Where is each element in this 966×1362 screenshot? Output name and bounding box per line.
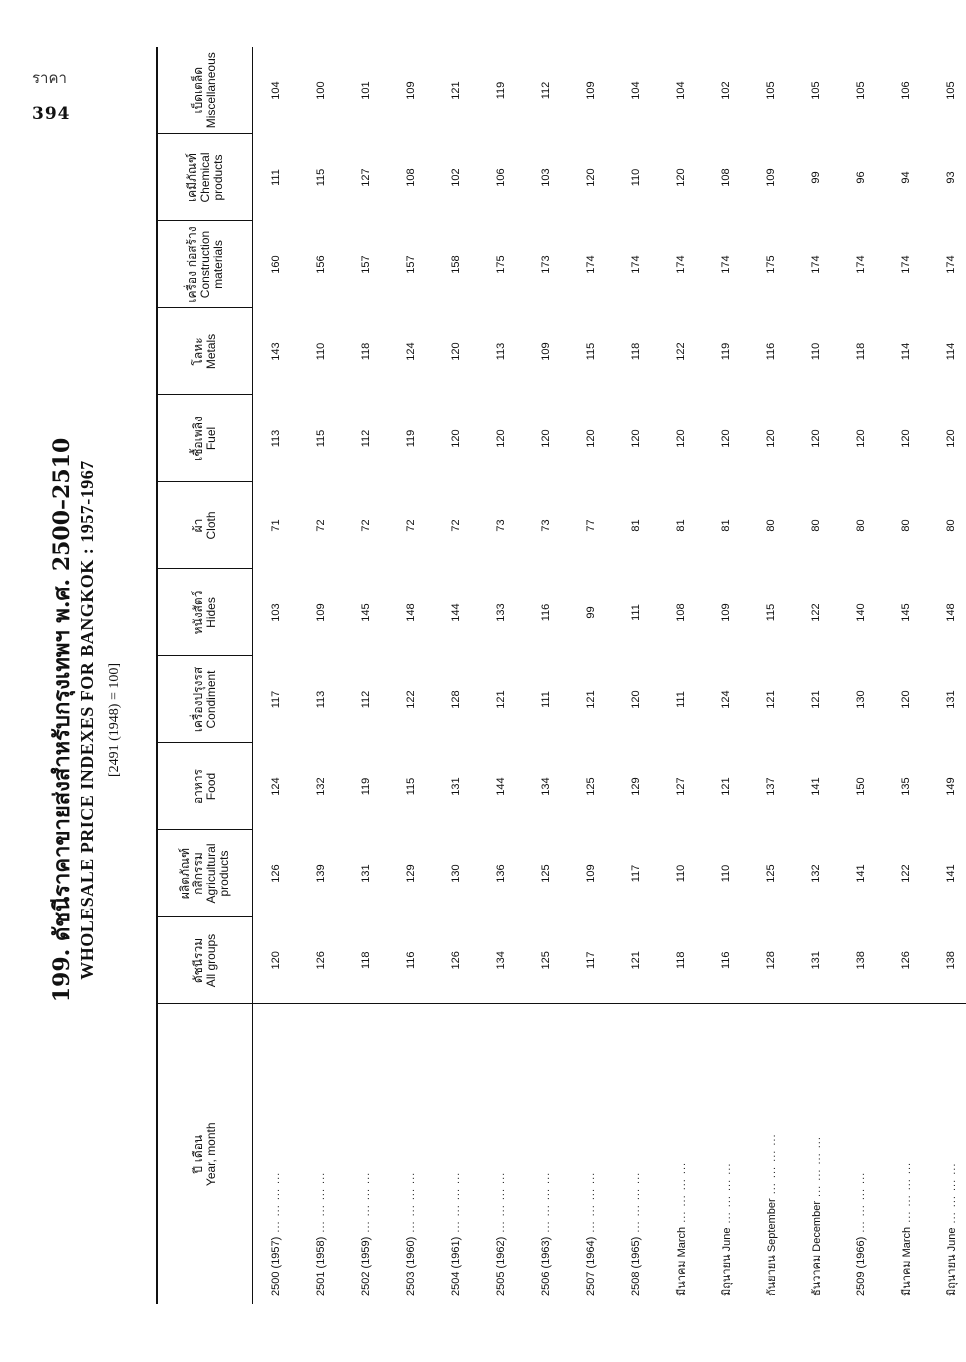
table-cell: 121 bbox=[584, 690, 597, 709]
table-row bbox=[388, 47, 433, 1304]
column-header-thai: หนังสัตว์ bbox=[191, 590, 205, 635]
row-label bbox=[298, 1004, 343, 1304]
row-label bbox=[793, 1004, 838, 1304]
row-label-text: 2501 (1958) bbox=[314, 1236, 327, 1296]
table-cell: 115 bbox=[764, 603, 777, 622]
column-header-thai: ผลิตภัณฑ์ กสิกรรม bbox=[178, 847, 205, 900]
table-cell: 108 bbox=[719, 168, 732, 187]
row-label bbox=[253, 1004, 299, 1304]
table-cell: 116 bbox=[764, 342, 777, 361]
column-header-thai: อาหาร bbox=[191, 768, 205, 805]
table-cell: 118 bbox=[658, 917, 703, 1004]
table-cell: 111 bbox=[269, 169, 282, 186]
table-cell: 125 bbox=[764, 864, 777, 883]
table-cell: 99 bbox=[584, 606, 597, 619]
table-body bbox=[253, 47, 966, 1304]
table-cell: 109 bbox=[404, 81, 417, 100]
table-cell: 120 bbox=[719, 429, 732, 448]
column-header-thai: เครื่อง ก่อสร้าง bbox=[184, 226, 199, 303]
table-cell: 119 bbox=[404, 429, 417, 448]
dot-leader: ... ... ... ... bbox=[629, 1171, 642, 1237]
column-header-english: Year, month bbox=[204, 1122, 218, 1187]
table-cell: 96 bbox=[854, 171, 867, 184]
table-cell: 137 bbox=[764, 777, 777, 796]
column-header bbox=[157, 656, 253, 743]
dot-leader: ... ... ... ... bbox=[900, 1161, 913, 1227]
table-cell: 145 bbox=[359, 603, 372, 622]
table-cell: 72 bbox=[404, 519, 417, 532]
row-label bbox=[343, 1004, 388, 1304]
table-cell: 81 bbox=[719, 519, 732, 532]
dot-leader: ... ... ... ... bbox=[449, 1171, 462, 1237]
table-cell: 118 bbox=[854, 342, 867, 361]
table-row bbox=[433, 47, 478, 1304]
table-cell: 120 bbox=[539, 429, 552, 448]
column-header-thai: เคมีภัณฑ์ bbox=[184, 152, 199, 203]
header-row bbox=[157, 47, 253, 1304]
table-row bbox=[523, 47, 568, 1304]
table-cell: 121 bbox=[764, 690, 777, 709]
dot-leader: ... ... ... ... bbox=[404, 1171, 417, 1237]
table-cell: 72 bbox=[359, 519, 372, 532]
table-cell: 103 bbox=[269, 603, 282, 622]
column-header bbox=[157, 482, 253, 569]
table-cell: 160 bbox=[269, 255, 282, 274]
row-label-text: 2506 (1963) bbox=[539, 1236, 552, 1296]
table-cell: 73 bbox=[494, 519, 507, 532]
table-cell: 120 bbox=[674, 168, 687, 187]
table-cell: 131 bbox=[449, 777, 462, 796]
column-header-english: Condiment bbox=[204, 670, 218, 729]
table-cell: 113 bbox=[314, 690, 327, 709]
table-cell: 110 bbox=[314, 342, 327, 361]
table-cell: 80 bbox=[809, 519, 822, 532]
dot-leader: ... ... ... ... bbox=[945, 1162, 958, 1228]
table-cell: 118 bbox=[629, 342, 642, 361]
table-cell: 105 bbox=[854, 81, 867, 100]
table-cell: 120 bbox=[253, 917, 299, 1004]
table-cell: 124 bbox=[719, 690, 732, 709]
table-cell: 72 bbox=[314, 519, 327, 532]
table-cell: 109 bbox=[314, 603, 327, 622]
column-header-english: Agricultural products bbox=[204, 843, 231, 904]
row-label-text: มีนาคม March bbox=[900, 1226, 913, 1296]
table-cell: 109 bbox=[719, 603, 732, 622]
table-cell: 115 bbox=[584, 342, 597, 361]
table-row bbox=[568, 47, 613, 1304]
table-cell: 174 bbox=[674, 255, 687, 274]
table-cell: 94 bbox=[899, 171, 912, 184]
table-cell: 174 bbox=[629, 255, 642, 274]
table-cell: 119 bbox=[494, 81, 507, 100]
row-label-text: กันยายน September bbox=[765, 1198, 778, 1296]
table-cell: 127 bbox=[359, 168, 372, 187]
table-cell: 174 bbox=[899, 255, 912, 274]
table-cell: 158 bbox=[449, 255, 462, 274]
column-header bbox=[157, 221, 253, 308]
table-cell: 115 bbox=[314, 168, 327, 187]
table-cell: 141 bbox=[809, 777, 822, 796]
table-cell: 106 bbox=[899, 81, 912, 100]
table-cell: 121 bbox=[449, 81, 462, 100]
table-cell: 93 bbox=[928, 134, 966, 221]
table-cell: 109 bbox=[764, 168, 777, 187]
table-cell: 174 bbox=[809, 255, 822, 274]
table-cell: 118 bbox=[359, 342, 372, 361]
table-cell: 127 bbox=[674, 777, 687, 796]
table-cell: 157 bbox=[404, 255, 417, 274]
base-year-note: [2491 (1948) = 100] bbox=[107, 662, 122, 778]
column-header-english: Construction materials bbox=[197, 230, 225, 299]
table-cell: 106 bbox=[494, 168, 507, 187]
table-cell: 100 bbox=[314, 81, 327, 100]
dot-leader: ... ... ... ... bbox=[765, 1133, 778, 1199]
dot-leader: ... ... ... ... bbox=[584, 1171, 597, 1237]
column-header-english: Hides bbox=[204, 597, 218, 628]
table-cell: 120 bbox=[449, 342, 462, 361]
table-row bbox=[478, 47, 523, 1304]
table-row bbox=[343, 47, 388, 1304]
table-cell: 120 bbox=[629, 429, 642, 448]
table-row bbox=[703, 47, 748, 1304]
table-cell: 120 bbox=[494, 429, 507, 448]
table-cell: 120 bbox=[809, 429, 822, 448]
table-cell: 174 bbox=[719, 255, 732, 274]
table-cell: 121 bbox=[719, 777, 732, 796]
row-label-text: 2503 (1960) bbox=[404, 1236, 417, 1296]
table-row bbox=[883, 47, 928, 1304]
table-cell: 133 bbox=[494, 603, 507, 622]
table-cell: 139 bbox=[314, 864, 327, 883]
column-header-english: Food bbox=[204, 772, 218, 801]
table-cell: 112 bbox=[539, 81, 552, 100]
table-cell: 111 bbox=[539, 691, 552, 708]
table-cell: 174 bbox=[928, 221, 966, 308]
table-cell: 174 bbox=[584, 255, 597, 274]
table-cell: 117 bbox=[568, 917, 613, 1004]
table-cell: 120 bbox=[629, 690, 642, 709]
column-header bbox=[157, 917, 253, 1004]
column-header-english: Miscellaneous bbox=[204, 52, 218, 129]
table-cell: 120 bbox=[899, 429, 912, 448]
table-cell: 134 bbox=[539, 777, 552, 796]
table-cell: 120 bbox=[764, 429, 777, 448]
table-cell: 102 bbox=[449, 168, 462, 187]
table-cell: 144 bbox=[494, 777, 507, 796]
table-cell: 81 bbox=[674, 519, 687, 532]
table-cell: 140 bbox=[854, 603, 867, 622]
column-header-english: Chemical products bbox=[197, 152, 225, 203]
table-cell: 131 bbox=[793, 917, 838, 1004]
table-cell: 102 bbox=[719, 81, 732, 100]
table-cell: 116 bbox=[539, 603, 552, 622]
row-label-text: มิถุนายน June bbox=[945, 1227, 958, 1296]
table-cell: 108 bbox=[404, 168, 417, 187]
table-cell: 120 bbox=[899, 690, 912, 709]
table-cell: 175 bbox=[494, 255, 507, 274]
table-cell: 128 bbox=[748, 917, 793, 1004]
dot-leader: ... ... ... ... bbox=[539, 1171, 552, 1237]
table-row bbox=[613, 47, 658, 1304]
column-header-thai: ปี เดือน bbox=[191, 1134, 205, 1174]
dot-leader: ... ... ... ... bbox=[675, 1161, 688, 1227]
table-cell: 72 bbox=[449, 519, 462, 532]
table-cell: 121 bbox=[494, 690, 507, 709]
table-cell: 144 bbox=[449, 603, 462, 622]
title-english: WHOLESALE PRICE INDEXES FOR BANGKOK : 1957-1967 bbox=[77, 460, 97, 980]
row-label bbox=[928, 1004, 966, 1304]
dot-leader: ... ... ... ... bbox=[269, 1171, 282, 1237]
table-cell: 105 bbox=[764, 81, 777, 100]
page-number: 394 bbox=[32, 104, 71, 124]
table-cell: 135 bbox=[899, 777, 912, 796]
table-cell: 114 bbox=[928, 308, 966, 395]
table-cell: 126 bbox=[269, 864, 282, 883]
table-cell: 109 bbox=[539, 342, 552, 361]
section-label: ราคา bbox=[32, 69, 67, 87]
column-header bbox=[157, 47, 253, 134]
column-header bbox=[157, 395, 253, 482]
column-header bbox=[157, 569, 253, 656]
table-cell: 148 bbox=[404, 603, 417, 622]
table-cell: 125 bbox=[539, 864, 552, 883]
table-cell: 119 bbox=[359, 777, 372, 796]
column-header-thai: เบ็ดเตล็ด bbox=[191, 66, 205, 114]
row-label bbox=[523, 1004, 568, 1304]
column-header-english: Cloth bbox=[204, 511, 218, 540]
row-label-text: 2507 (1964) bbox=[584, 1236, 597, 1296]
table-cell: 130 bbox=[854, 690, 867, 709]
row-label-text: ธันวาคม December bbox=[810, 1201, 823, 1296]
table-cell: 136 bbox=[494, 864, 507, 883]
table-cell: 105 bbox=[809, 81, 822, 100]
table-cell: 113 bbox=[494, 342, 507, 361]
table-cell: 112 bbox=[359, 690, 372, 709]
column-header-english: All groups bbox=[204, 933, 218, 988]
table-cell: 128 bbox=[449, 690, 462, 709]
table-cell: 175 bbox=[764, 255, 777, 274]
table-row bbox=[748, 47, 793, 1304]
row-label bbox=[388, 1004, 433, 1304]
row-label bbox=[433, 1004, 478, 1304]
table-cell: 126 bbox=[298, 917, 343, 1004]
table-cell: 80 bbox=[854, 519, 867, 532]
table-cell: 103 bbox=[539, 168, 552, 187]
column-header bbox=[157, 308, 253, 395]
table-cell: 101 bbox=[359, 81, 372, 100]
column-header bbox=[157, 1004, 253, 1304]
column-header-english: Metals bbox=[204, 333, 218, 370]
table-cell: 132 bbox=[809, 864, 822, 883]
table-cell: 121 bbox=[809, 690, 822, 709]
table-cell: 104 bbox=[629, 81, 642, 100]
dot-leader: ... ... ... ... bbox=[854, 1171, 867, 1237]
table-row bbox=[298, 47, 343, 1304]
table-cell: 130 bbox=[449, 864, 462, 883]
column-header-thai: เครื่องปรุงรส bbox=[191, 666, 205, 733]
table-cell: 117 bbox=[629, 864, 642, 883]
row-label-text: มิถุนายน June bbox=[720, 1227, 733, 1296]
table-cell: 110 bbox=[674, 864, 687, 883]
column-header-thai: โลหะ bbox=[191, 337, 205, 366]
dot-leader: ... ... ... ... bbox=[810, 1136, 823, 1201]
table-row bbox=[658, 47, 703, 1304]
table-cell: 80 bbox=[928, 482, 966, 569]
table-cell: 126 bbox=[883, 917, 928, 1004]
table-cell: 115 bbox=[404, 777, 417, 796]
table-cell: 141 bbox=[928, 830, 966, 917]
table-cell: 104 bbox=[674, 81, 687, 100]
table-cell: 120 bbox=[674, 429, 687, 448]
table-cell: 80 bbox=[899, 519, 912, 532]
table-cell: 109 bbox=[584, 864, 597, 883]
table-cell: 150 bbox=[854, 777, 867, 796]
column-header-english: Fuel bbox=[204, 426, 218, 451]
table-cell: 120 bbox=[854, 429, 867, 448]
table-cell: 116 bbox=[388, 917, 433, 1004]
table-cell: 124 bbox=[404, 342, 417, 361]
row-label-text: 2504 (1961) bbox=[449, 1236, 462, 1296]
table-row bbox=[793, 47, 838, 1304]
table-cell: 115 bbox=[314, 429, 327, 448]
table-cell: 120 bbox=[928, 395, 966, 482]
row-label bbox=[658, 1004, 703, 1304]
table-cell: 120 bbox=[584, 168, 597, 187]
table-cell: 122 bbox=[809, 603, 822, 622]
column-header bbox=[157, 134, 253, 221]
page-header bbox=[32, 66, 71, 124]
price-index-table bbox=[156, 47, 966, 1304]
column-header-thai: ผ้า bbox=[191, 518, 205, 533]
row-label-text: มีนาคม March bbox=[675, 1226, 688, 1296]
table-cell: 138 bbox=[928, 917, 966, 1004]
row-label bbox=[838, 1004, 883, 1304]
table-cell: 77 bbox=[584, 519, 597, 532]
table-cell: 110 bbox=[809, 342, 822, 361]
table-cell: 118 bbox=[343, 917, 388, 1004]
table-cell: 110 bbox=[719, 864, 732, 883]
column-header bbox=[157, 743, 253, 830]
table-row bbox=[253, 47, 299, 1304]
row-label-text: 2509 (1966) bbox=[854, 1236, 867, 1296]
dot-leader: ... ... ... ... bbox=[720, 1162, 733, 1228]
table-cell: 111 bbox=[674, 691, 687, 708]
table-cell: 122 bbox=[404, 690, 417, 709]
table-cell: 112 bbox=[359, 429, 372, 448]
dot-leader: ... ... ... ... bbox=[359, 1171, 372, 1237]
table-cell: 173 bbox=[539, 255, 552, 274]
table-cell: 109 bbox=[584, 81, 597, 100]
title-thai: 199. ดัชนีราคาขายส่งสำหรับกรุงเทพฯ พ.ศ. 2500–2510 bbox=[49, 437, 75, 1003]
row-label bbox=[703, 1004, 748, 1304]
table-cell: 120 bbox=[584, 429, 597, 448]
table-cell: 121 bbox=[613, 917, 658, 1004]
table-cell: 132 bbox=[314, 777, 327, 796]
table-cell: 117 bbox=[269, 690, 282, 709]
table-cell: 99 bbox=[809, 171, 822, 184]
table-cell: 81 bbox=[629, 519, 642, 532]
table-cell: 122 bbox=[674, 342, 687, 361]
table-row bbox=[928, 47, 966, 1304]
table-cell: 114 bbox=[899, 342, 912, 361]
column-header-thai: ดัชนีรวม bbox=[191, 937, 205, 984]
table-cell: 157 bbox=[359, 255, 372, 274]
table-cell: 108 bbox=[674, 603, 687, 622]
row-label bbox=[478, 1004, 523, 1304]
table-cell: 105 bbox=[928, 47, 966, 134]
table-cell: 131 bbox=[928, 656, 966, 743]
table-cell: 134 bbox=[478, 917, 523, 1004]
column-header-thai: เชื้อเพลิง bbox=[191, 416, 205, 461]
table-cell: 119 bbox=[719, 342, 732, 361]
dot-leader: ... ... ... ... bbox=[314, 1171, 327, 1237]
dot-leader: ... ... ... ... bbox=[494, 1171, 507, 1237]
table-cell: 122 bbox=[899, 864, 912, 883]
table-cell: 138 bbox=[838, 917, 883, 1004]
row-label bbox=[568, 1004, 613, 1304]
table-row bbox=[838, 47, 883, 1304]
row-label bbox=[883, 1004, 928, 1304]
row-label-text: 2502 (1959) bbox=[359, 1236, 372, 1296]
table-cell: 145 bbox=[899, 603, 912, 622]
table-cell: 131 bbox=[359, 864, 372, 883]
table-cell: 174 bbox=[854, 255, 867, 274]
column-header bbox=[157, 830, 253, 917]
table-cell: 71 bbox=[269, 519, 282, 532]
table-cell: 125 bbox=[523, 917, 568, 1004]
table-cell: 126 bbox=[433, 917, 478, 1004]
table-cell: 124 bbox=[269, 777, 282, 796]
row-label bbox=[748, 1004, 793, 1304]
table-cell: 129 bbox=[404, 864, 417, 883]
table-cell: 111 bbox=[629, 604, 642, 621]
row-label-text: 2508 (1965) bbox=[629, 1236, 642, 1296]
table-cell: 104 bbox=[269, 81, 282, 100]
table-cell: 129 bbox=[629, 777, 642, 796]
table-cell: 149 bbox=[928, 743, 966, 830]
table-cell: 148 bbox=[928, 569, 966, 656]
table-cell: 80 bbox=[764, 519, 777, 532]
table-cell: 143 bbox=[269, 342, 282, 361]
row-label bbox=[613, 1004, 658, 1304]
table-cell: 156 bbox=[314, 255, 327, 274]
table-cell: 141 bbox=[854, 864, 867, 883]
table-cell: 73 bbox=[539, 519, 552, 532]
row-label-text: 2505 (1962) bbox=[494, 1236, 507, 1296]
table-cell: 113 bbox=[269, 429, 282, 448]
table-cell: 125 bbox=[584, 777, 597, 796]
row-label-text: 2500 (1957) bbox=[269, 1236, 282, 1296]
table-cell: 116 bbox=[703, 917, 748, 1004]
title-block bbox=[48, 130, 156, 1310]
table-cell: 110 bbox=[629, 168, 642, 187]
table-cell: 120 bbox=[449, 429, 462, 448]
